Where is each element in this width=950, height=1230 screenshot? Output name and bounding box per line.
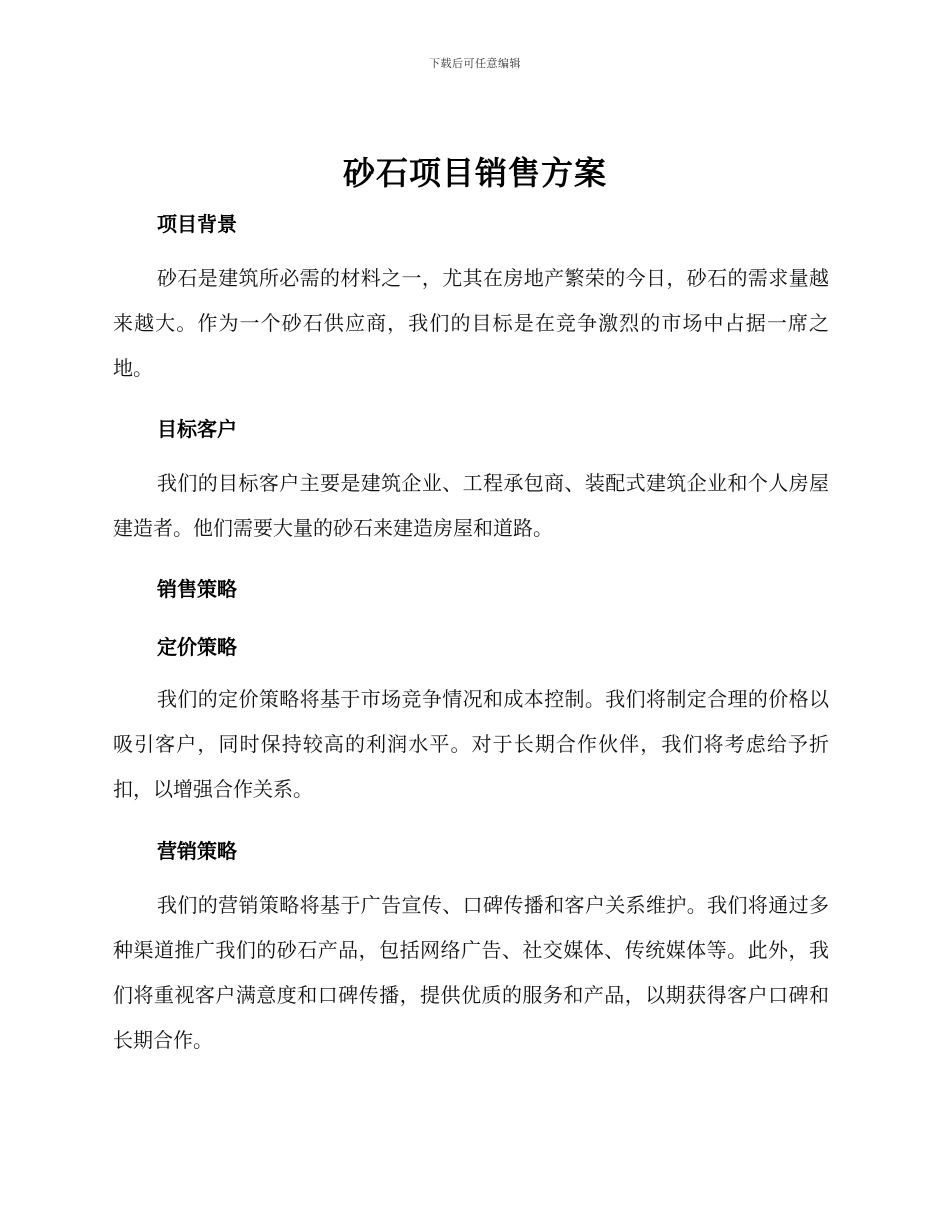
heading-sales-strategy: 销售策略 [157,577,237,601]
paragraph-target-customers: 我们的目标客户主要是建筑企业、工程承包商、装配式建筑企业和个人房屋建造者。他们需要大量的砂石来建造房屋和道路。 [113,471,829,540]
paragraph-project-background: 砂石是建筑所必需的材料之一，尤其在房地产繁荣的今日，砂石的需求量越来越大。作为一个砂石供应商，我们的目标是在竞争激烈的市场中占据一席之地。 [113,266,829,380]
header-note: 下载后可任意编辑 [429,57,521,70]
paragraph-pricing-strategy: 我们的定价策略将基于市场竞争情况和成本控制。我们将制定合理的价格以吸引客户，同时保持较高的利润水平。对于长期合作伙伴，我们将考虑给予折扣，以增强合作关系。 [113,687,829,801]
heading-project-background: 项目背景 [157,212,237,236]
heading-target-customers: 目标客户 [157,417,237,441]
document-title: 砂石项目销售方案 [342,154,607,192]
paragraph-marketing-strategy: 我们的营销策略将基于广告宣传、口碑传播和客户关系维护。我们将通过多种渠道推广我们的砂石产品，包括网络广告、社交媒体、传统媒体等。此外，我们将重视客户满意度和口碑传播，提供优质的服务和产品，以期获得客户口碑和长期合作。 [113,893,829,1052]
heading-pricing-strategy: 定价策略 [157,635,237,659]
heading-marketing-strategy: 营销策略 [157,839,237,863]
